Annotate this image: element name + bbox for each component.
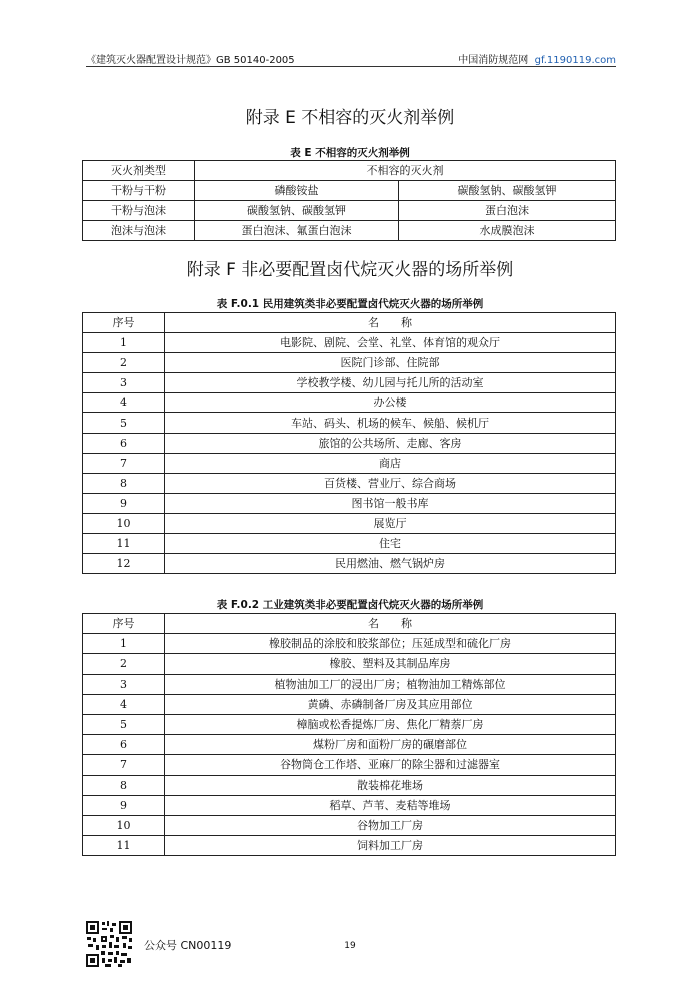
- table-cell: 10: [83, 513, 165, 533]
- header-site: [458, 51, 616, 66]
- table-cell: 干粉与干粉: [83, 181, 195, 201]
- table-cell: 5: [83, 714, 165, 734]
- table-row: [83, 513, 616, 533]
- table-row: [83, 815, 616, 835]
- table-cell: 碳酸氢钠、碳酸氢钾: [399, 181, 616, 201]
- table-row: [83, 775, 616, 795]
- table-row: [83, 313, 616, 333]
- table-f1-caption: 表 F.0.1 民用建筑类非必要配置卤代烷灭火器的场所举例: [216, 298, 484, 310]
- table-row: [83, 493, 616, 513]
- table-cell: 住宅: [165, 534, 616, 554]
- table-row: [83, 714, 616, 734]
- table-cell: 图书馆一般书库: [165, 493, 616, 513]
- table-cell: 4: [83, 393, 165, 413]
- table-cell: 5: [83, 413, 165, 433]
- table-cell: 电影院、剧院、会堂、礼堂、体育馆的观众厅: [165, 333, 616, 353]
- table-cell: 9: [83, 795, 165, 815]
- table-cell: 碳酸氢钠、碳酸氢钾: [195, 201, 399, 221]
- table-row: [83, 836, 616, 856]
- table-cell: 3: [83, 373, 165, 393]
- page-number: 19: [344, 941, 356, 951]
- table-cell: 泡沫与泡沫: [83, 221, 195, 241]
- table-row: [83, 554, 616, 574]
- table-row: [83, 201, 616, 221]
- table-cell: 橡胶、塑料及其制品库房: [165, 654, 616, 674]
- table-cell: 车站、码头、机场的候车、候船、候机厅: [165, 413, 616, 433]
- table-row: [83, 221, 616, 241]
- table-cell: 医院门诊部、住院部: [165, 353, 616, 373]
- table-row: [83, 534, 616, 554]
- table-cell: 7: [83, 453, 165, 473]
- table-cell: 6: [83, 735, 165, 755]
- table-row: [83, 181, 616, 201]
- table-cell: 煤粉厂房和面粉厂房的碾磨部位: [165, 735, 616, 755]
- table-cell: 散装棉花堆场: [165, 775, 616, 795]
- table-cell: 9: [83, 493, 165, 513]
- table-cell: 4: [83, 694, 165, 714]
- table-e-caption: 表 E 不相容的灭火剂举例: [290, 147, 410, 159]
- table-cell: 7: [83, 755, 165, 775]
- table-cell: 12: [83, 554, 165, 574]
- table-row: [83, 413, 616, 433]
- table-cell: 旅馆的公共场所、走廊、客房: [165, 433, 616, 453]
- table-f2: [82, 613, 616, 856]
- table-cell: 橡胶制品的涂胶和胶浆部位；压延成型和硫化厂房: [165, 634, 616, 654]
- table-cell: 8: [83, 473, 165, 493]
- table-row: [83, 373, 616, 393]
- table-cell: 谷物加工厂房: [165, 815, 616, 835]
- table-e: [82, 160, 616, 241]
- page-header: [86, 49, 616, 66]
- table-row: [83, 473, 616, 493]
- table-cell: 百货楼、营业厅、综合商场: [165, 473, 616, 493]
- table-cell: 2: [83, 353, 165, 373]
- table-cell: 民用燃油、燃气锅炉房: [165, 554, 616, 574]
- table-row: [83, 694, 616, 714]
- table-cell: 干粉与泡沫: [83, 201, 195, 221]
- header-site-link[interactable]: gf.1190119.com: [534, 55, 616, 66]
- table-header-cell: 名 称: [165, 614, 616, 634]
- table-cell: 11: [83, 534, 165, 554]
- table-cell: 1: [83, 634, 165, 654]
- table-cell: 水成膜泡沫: [399, 221, 616, 241]
- table-cell: 8: [83, 775, 165, 795]
- table-cell: 办公楼: [165, 393, 616, 413]
- table-header-cell: 名 称: [165, 313, 616, 333]
- table-cell: 磷酸铵盐: [195, 181, 399, 201]
- table-cell: 饲料加工厂房: [165, 836, 616, 856]
- table-cell: 3: [83, 674, 165, 694]
- table-f2-caption: 表 F.0.2 工业建筑类非必要配置卤代烷灭火器的场所举例: [216, 599, 484, 611]
- table-row: [83, 654, 616, 674]
- table-cell: 黄磷、赤磷制备厂房及其应用部位: [165, 694, 616, 714]
- table-row: [83, 433, 616, 453]
- table-row: [83, 735, 616, 755]
- table-cell: 蛋白泡沫: [399, 201, 616, 221]
- table-cell: 1: [83, 333, 165, 353]
- wechat-account: 公众号 CN00119: [144, 939, 232, 952]
- table-row: [83, 393, 616, 413]
- table-row: [83, 634, 616, 654]
- table-cell: 植物油加工厂的浸出厂房；植物油加工精炼部位: [165, 674, 616, 694]
- appendix-e-title: 附录 E 不相容的灭火剂举例: [245, 108, 455, 128]
- table-header-cell: 序号: [83, 614, 165, 634]
- table-cell: 学校教学楼、幼儿园与托儿所的活动室: [165, 373, 616, 393]
- header-document-title: 《建筑灭火器配置设计规范》GB 50140-2005: [86, 55, 295, 66]
- table-row: [83, 161, 616, 181]
- table-row: [83, 795, 616, 815]
- table-header-cell: 序号: [83, 313, 165, 333]
- table-row: [83, 674, 616, 694]
- table-cell: 商店: [165, 453, 616, 473]
- table-header-cell: 灭火剂类型: [83, 161, 195, 181]
- table-row: [83, 614, 616, 634]
- table-header-cell: 不相容的灭火剂: [195, 161, 616, 181]
- table-cell: 樟脑或松香提炼厂房、焦化厂精萘厂房: [165, 714, 616, 734]
- table-cell: 11: [83, 836, 165, 856]
- header-site-name: 中国消防规范网: [458, 55, 529, 66]
- appendix-f-title: 附录 F 非必要配置卤代烷灭火器的场所举例: [186, 260, 514, 280]
- table-cell: 稻草、芦苇、麦秸等堆场: [165, 795, 616, 815]
- table-row: [83, 353, 616, 373]
- table-row: [83, 755, 616, 775]
- header-rule: [86, 66, 616, 67]
- table-cell: 谷物筒仓工作塔、亚麻厂的除尘器和过滤器室: [165, 755, 616, 775]
- table-cell: 展览厅: [165, 513, 616, 533]
- table-f1: [82, 312, 616, 574]
- table-cell: 6: [83, 433, 165, 453]
- table-cell: 2: [83, 654, 165, 674]
- table-row: [83, 453, 616, 473]
- table-cell: 10: [83, 815, 165, 835]
- table-row: [83, 333, 616, 353]
- table-cell: 蛋白泡沫、氟蛋白泡沫: [195, 221, 399, 241]
